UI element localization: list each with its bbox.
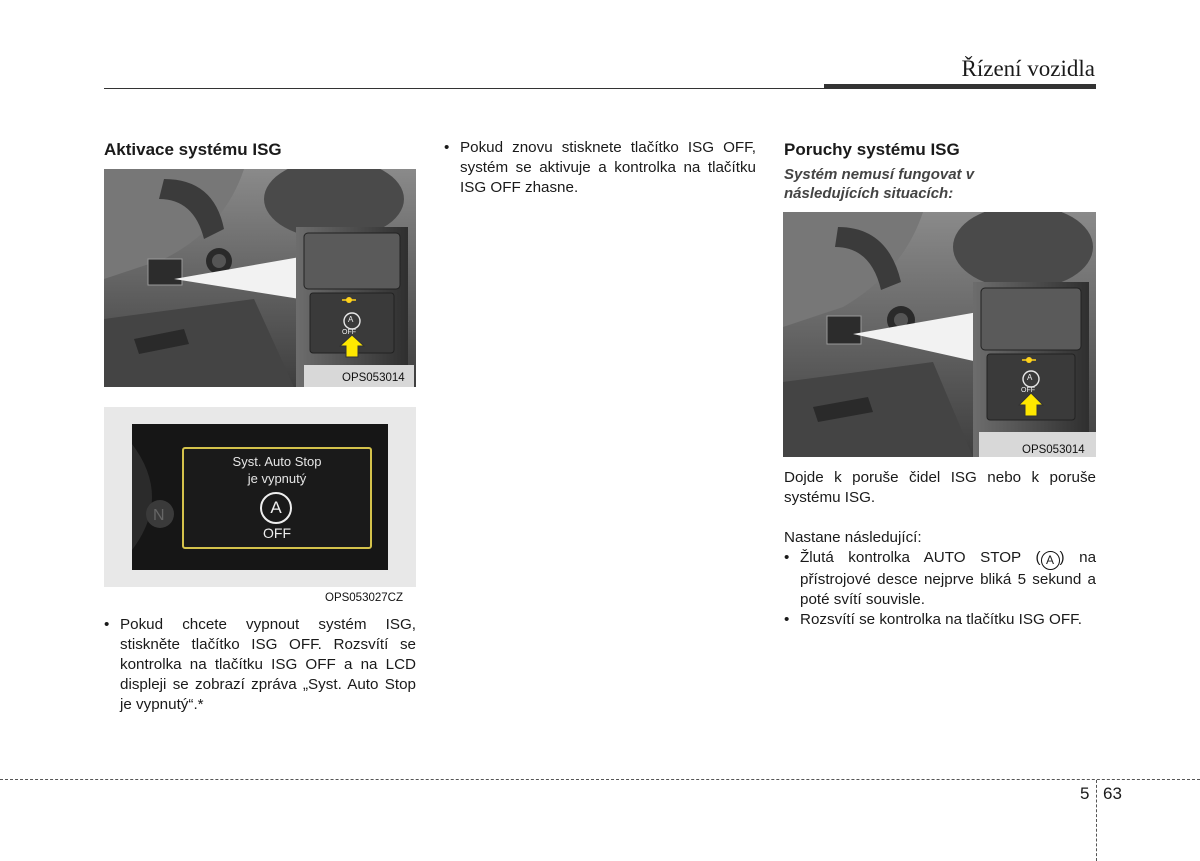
button-icon-letter: A: [1027, 373, 1033, 382]
bullet-reactivate: • Pokud znovu stisknete tlačítko ISG OFF, systém se aktivuje a kontrolka na tlačítku ISG OFF zhasne.: [444, 138, 756, 198]
chapter-title: Řízení vozidla: [961, 56, 1095, 81]
lcd-message-figure: [104, 407, 416, 587]
section-subheading: Systém nemusí fungovat v následujících situacích:: [784, 166, 975, 202]
bullet-deactivate: • Pokud chcete vypnout systém ISG, stiskněte tlačítko ISG OFF. Rozsvítí se kontrolka na tlačítku ISG OFF a na LCD displeji se zobrazí zpráva „Syst. Auto Stop je vypnutý“.*: [104, 615, 416, 715]
button-icon-letter: A: [348, 315, 354, 324]
section-heading-activation: Aktivace systému ISG: [104, 140, 282, 159]
header-rule-accent: [824, 84, 1096, 89]
dashboard-switch-figure-1: [104, 169, 416, 387]
isg-off-icon: A: [260, 492, 292, 524]
section-heading-faults: Poruchy systému ISG: [784, 140, 960, 159]
bullet-warning-light: • Žlutá kontrolka AUTO STOP ( A ) na přístrojové desce nejprve bliká 5 sekund a poté svítí souvisle.: [784, 548, 1096, 610]
result-intro: Nastane následující:: [784, 529, 922, 546]
chapter-number: 5: [1080, 784, 1090, 803]
figure-caption: OPS053027CZ: [325, 592, 403, 604]
footer-rule: [0, 779, 1200, 780]
page-number: 63: [1103, 784, 1122, 803]
figure-caption: OPS053014: [342, 372, 405, 384]
figure-caption: OPS053014: [1022, 444, 1085, 456]
lcd-message-line2: je vypnutý: [247, 471, 307, 486]
button-off-label: OFF: [1021, 387, 1035, 394]
lcd-message-line1: Syst. Auto Stop: [232, 454, 322, 469]
auto-stop-icon: A: [1041, 551, 1060, 570]
button-off-label: OFF: [342, 329, 356, 336]
bullet-button-light: • Rozsvítí se kontrolka na tlačítku ISG OFF.: [784, 610, 1096, 630]
fault-paragraph: Dojde k poruše čidel ISG nebo k poruše systému ISG.: [784, 469, 1096, 506]
lcd-message-box: [182, 447, 372, 549]
dashboard-switch-figure-2: [783, 212, 1096, 457]
lcd-off-label: OFF: [263, 525, 291, 541]
footer-divider: [1096, 780, 1097, 861]
svg-text:N: N: [153, 507, 165, 524]
